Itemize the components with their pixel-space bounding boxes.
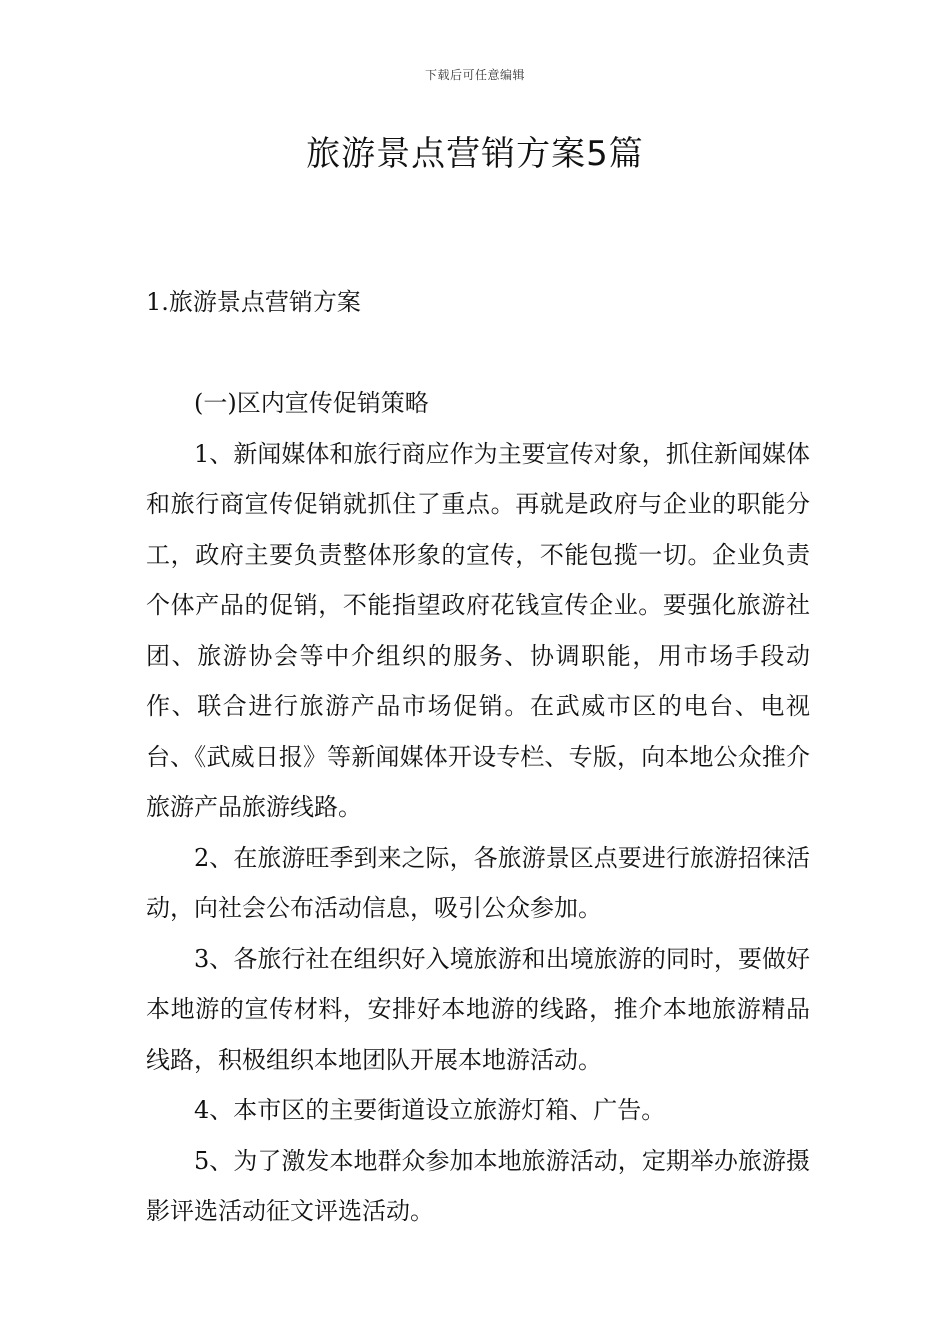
paragraph-2: 2、在旅游旺季到来之际，各旅游景区点要进行旅游招徕活动，向社会公布活动信息，吸引公众参加。: [146, 843, 810, 922]
header-note: 下载后可任意编辑: [424, 68, 525, 82]
paragraph-5: 5、为了激发本地群众参加本地旅游活动，定期举办旅游摄影评选活动征文评选活动。: [146, 1146, 810, 1225]
paragraph-1: 1、新闻媒体和旅行商应作为主要宣传对象，抓住新闻媒体和旅行商宣传促销就抓住了重点。再就是政府与企业的职能分工，政府主要负责整体形象的宣传，不能包揽一切。企业负责个体产品的促销，不能指望政府花钱宣传企业。要强化旅游社团、旅游协会等中介组织的服务、协调职能，用市场手段动作、联合进行旅游产品市场促销。在武威市区的电台、电视台、《武威日报》等新闻媒体开设专栏、专版，向本地公众推介旅游产品旅游线路。: [146, 439, 810, 821]
document-body: [146, 378, 810, 1237]
paragraph-3: 3、各旅行社在组织好入境旅游和出境旅游的同时，要做好本地游的宣传材料，安排好本地游的线路，推介本地旅游精品线路，积极组织本地团队开展本地游活动。: [146, 944, 810, 1074]
document-title: 旅游景点营销方案5篇: [306, 134, 644, 174]
subsection-heading: (一)区内宣传促销策略: [194, 389, 429, 417]
paragraph-4: 4、本市区的主要街道设立旅游灯箱、广告。: [194, 1096, 666, 1124]
section-heading: 1.旅游景点营销方案: [146, 288, 361, 316]
